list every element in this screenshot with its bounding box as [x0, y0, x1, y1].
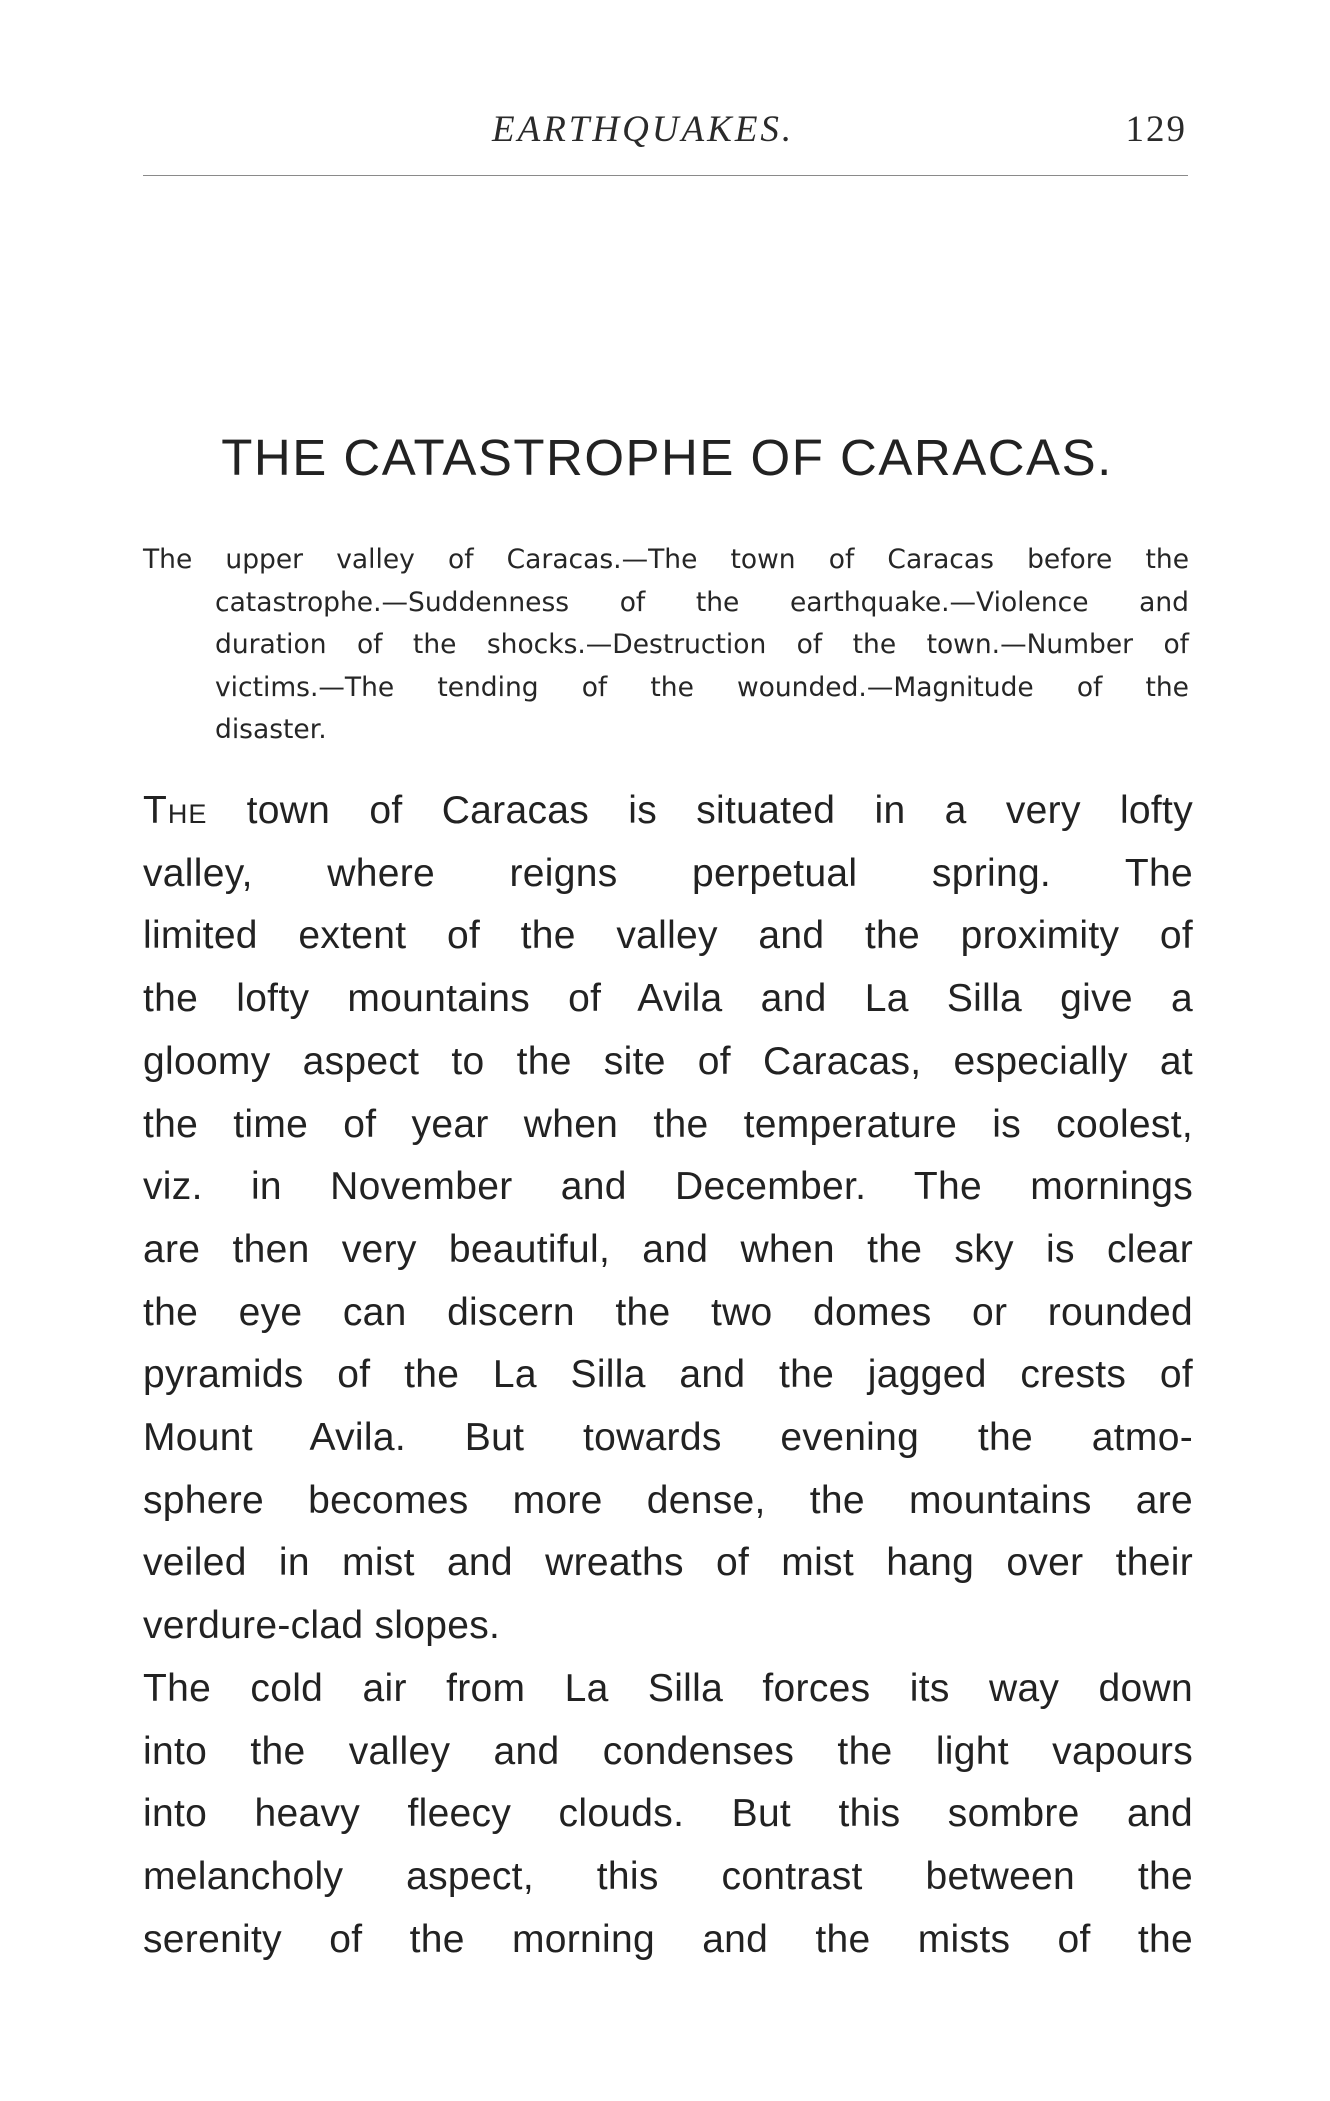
summary-line: catastrophe.—Suddenness of the earthquake.—Violence and — [215, 586, 1189, 618]
body-line: into heavy fleecy clouds. But this sombre and — [143, 1792, 1193, 1836]
body-text — [143, 780, 1193, 1971]
opening-word: The — [143, 789, 208, 832]
body-line: valley, where reigns perpetual spring. The — [143, 851, 1193, 895]
body-line: into the valley and condenses the light vapours — [143, 1729, 1193, 1773]
body-line: melancholy aspect, this contrast between the — [143, 1854, 1193, 1898]
body-line: the eye can discern the two domes or rounded — [143, 1290, 1193, 1334]
summary-line: victims.—The tending of the wounded.—Magnitude of the — [215, 671, 1189, 703]
page-number: 129 — [1125, 109, 1187, 150]
opening-line-rest: town of Caracas is situated in a very lofty — [207, 789, 1193, 832]
body-line: gloomy aspect to the site of Caracas, especially at — [143, 1039, 1193, 1083]
body-line: sphere becomes more dense, the mountains are — [143, 1478, 1193, 1522]
running-title: EARTHQUAKES. — [492, 109, 795, 150]
body-line: viz. in November and December. The mornings — [143, 1165, 1193, 1209]
body-line: limited extent of the valley and the proximity of — [143, 914, 1193, 958]
body-line: The cold air from La Silla forces its way down — [143, 1666, 1193, 1710]
summary-line: disaster. — [215, 714, 327, 746]
header-rule — [143, 175, 1188, 176]
chapter-title: THE CATASTROPHE OF CARACAS. — [221, 429, 1113, 486]
running-head — [140, 100, 1190, 160]
summary-line: duration of the shocks.—Destruction of the town.—Number of — [215, 629, 1189, 661]
body-line: Mount Avila. But towards evening the atmo- — [143, 1416, 1193, 1460]
body-line: serenity of the morning and the mists of the — [143, 1917, 1193, 1961]
chapter-summary — [143, 539, 1189, 752]
body-line: pyramids of the La Silla and the jagged crests of — [143, 1353, 1193, 1397]
body-line: verdure-clad slopes. — [143, 1604, 501, 1648]
summary-line: The upper valley of Caracas.—The town of Caracas before the — [143, 544, 1189, 575]
body-line: the time of year when the temperature is coolest, — [143, 1102, 1193, 1146]
body-line: the lofty mountains of Avila and La Silla give a — [143, 977, 1193, 1021]
body-line: are then very beautiful, and when the sky is clear — [143, 1227, 1193, 1271]
body-line: veiled in mist and wreaths of mist hang over their — [143, 1541, 1193, 1585]
body-line-opening — [143, 780, 1193, 843]
